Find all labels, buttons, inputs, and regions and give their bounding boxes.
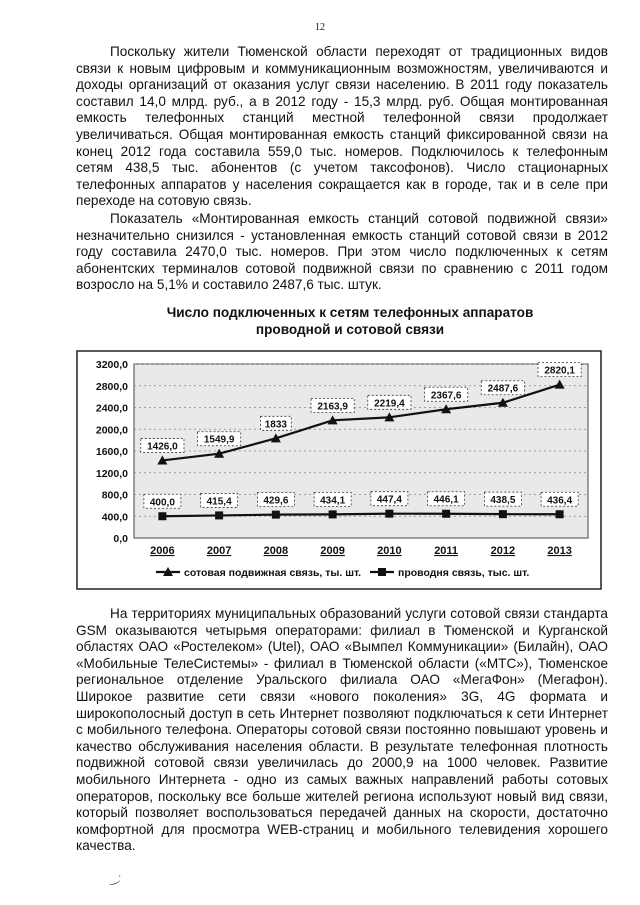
- y-tick-label: 2400,0: [95, 402, 128, 415]
- paragraph-2: Показатель «Монтированная емкость станций сотовой подвижной связи» незначительно снизился - установленная емкость станций сотовой связи в 2012 году составила 2470,0 тыс. номеров. При этом число подключенных к сетям абонентских терминалов сотовой подвижной связи по сравнению с 2011 годом возросло на 5,1% и составило 2487,6 тыс. штук.: [76, 211, 608, 293]
- x-tick-label: 2011: [434, 545, 459, 557]
- paragraph-1: Поскольку жители Тюменской области переходят от традиционных видов связи к новым цифровым и коммуникационным возможностям, увеличиваются и доходы организаций от оказания услуг связи населению. В 2011 году показатель составил 14,0 млрд. руб., а в 2012 году - 15,3 млрд. руб. Общая монтированная емкость телефонных станций местной телефонной связи продолжает увеличиваться. Общая монтированная емкость станций фиксированной связи на конец 2012 года составила 559,0 тыс. номеров. Подключилось к телефонным сетям 438,5 тыс. абонентов (с учетом таксофонов). Число стационарных телефонных аппаратов у населения сокращается как в городе, так и в селе при переходе на сотовую связь.: [76, 44, 608, 209]
- data-point-square: [556, 510, 564, 518]
- data-label: 1549,9: [203, 434, 235, 446]
- data-label: 429,6: [263, 495, 289, 507]
- data-label: 2487,6: [487, 383, 519, 395]
- data-label: 2820,1: [544, 365, 575, 377]
- page-number: 12: [315, 22, 325, 33]
- data-label: 434,1: [320, 495, 346, 507]
- chart-title: [110, 304, 590, 338]
- data-label: 400,0: [149, 497, 175, 509]
- data-label: 1833: [264, 419, 287, 431]
- data-point-square: [215, 511, 223, 519]
- data-point-square: [272, 511, 280, 519]
- data-label: 2163,9: [317, 401, 348, 413]
- pen-mark: ‿·: [106, 868, 124, 886]
- legend-label-1: сотовая подвижная связь, ты. шт.: [184, 567, 362, 579]
- y-tick-label: 400,0: [101, 511, 128, 524]
- x-tick-label: 2013: [547, 545, 572, 557]
- x-tick-label: 2012: [490, 545, 516, 557]
- data-label: 446,1: [433, 494, 459, 506]
- x-tick-label: 2006: [150, 545, 175, 557]
- data-label: 436,4: [547, 495, 573, 507]
- data-label: 438,5: [490, 495, 516, 507]
- y-tick-label: 2800,0: [95, 380, 128, 393]
- y-tick-label: 800,0: [101, 489, 128, 502]
- y-tick-label: 2000,0: [95, 424, 128, 437]
- data-point-square: [442, 510, 450, 518]
- y-tick-label: 1200,0: [95, 467, 128, 480]
- legend-marker-square: [378, 568, 386, 576]
- x-tick-label: 2007: [206, 545, 232, 557]
- x-tick-label: 2009: [320, 545, 345, 557]
- x-tick-label: 2008: [263, 545, 289, 557]
- data-point-square: [385, 510, 393, 518]
- x-tick-label: 2010: [377, 545, 402, 557]
- data-label: 447,4: [376, 494, 402, 506]
- legend-label-2: проводня связь, тыс. шт.: [398, 567, 530, 579]
- data-point-square: [499, 510, 507, 518]
- data-point-square: [329, 510, 337, 518]
- paragraph-3: На территориях муниципальных образований услуги сотовой связи стандарта GSM оказываются четырьмя операторами: филиал в Тюменской и Курганской областях ОАО «Ростелеком» (Utel), ОАО «Вымпел Коммуникации» (Билайн), ОАО «Мобильные ТелеСистемы» - филиал в Тюменской области («МТС»), Тюменское региональное отделение Уральского филиала ОАО «МегаФон» (Мегафон). Широкое развитие сети связи «нового поколения» 3G, 4G формата и широкополосный доступ в сеть Интернет позволяют подключаться к сети Интернет с мобильного телефона. Операторы сотовой связи постоянно повышают уровень и качество обслуживания населения области. В результате телефонная плотность подвижной сотовой связи увеличилась до 2000,9 на 1000 человек. Развитие мобильного Интернета - одно из самых важных направлений работы сотовых операторов, поскольку все больше жителей региона используют новый вид связи, который позволяет воспользоваться передачей данных на скорости, достаточно комфортной для просмотра WEB-страниц и мобильного телевидения хорошего качества.: [76, 606, 608, 854]
- y-tick-label: 0,0: [113, 533, 128, 545]
- y-tick-label: 3200,0: [95, 359, 128, 371]
- chart-title-line-2: проводной и сотовой связи: [255, 322, 445, 337]
- chart-title-line-1: Число подключенных к сетям телефонных аппаратов: [166, 305, 534, 320]
- data-label: 2219,4: [374, 398, 405, 410]
- data-label: 415,4: [206, 496, 232, 508]
- data-point-square: [158, 512, 166, 520]
- line-chart: [76, 350, 602, 590]
- chart-svg: [76, 350, 602, 590]
- data-label: 1426,0: [147, 441, 178, 453]
- y-tick-label: 1600,0: [95, 446, 128, 458]
- data-label: 2367,6: [430, 390, 462, 402]
